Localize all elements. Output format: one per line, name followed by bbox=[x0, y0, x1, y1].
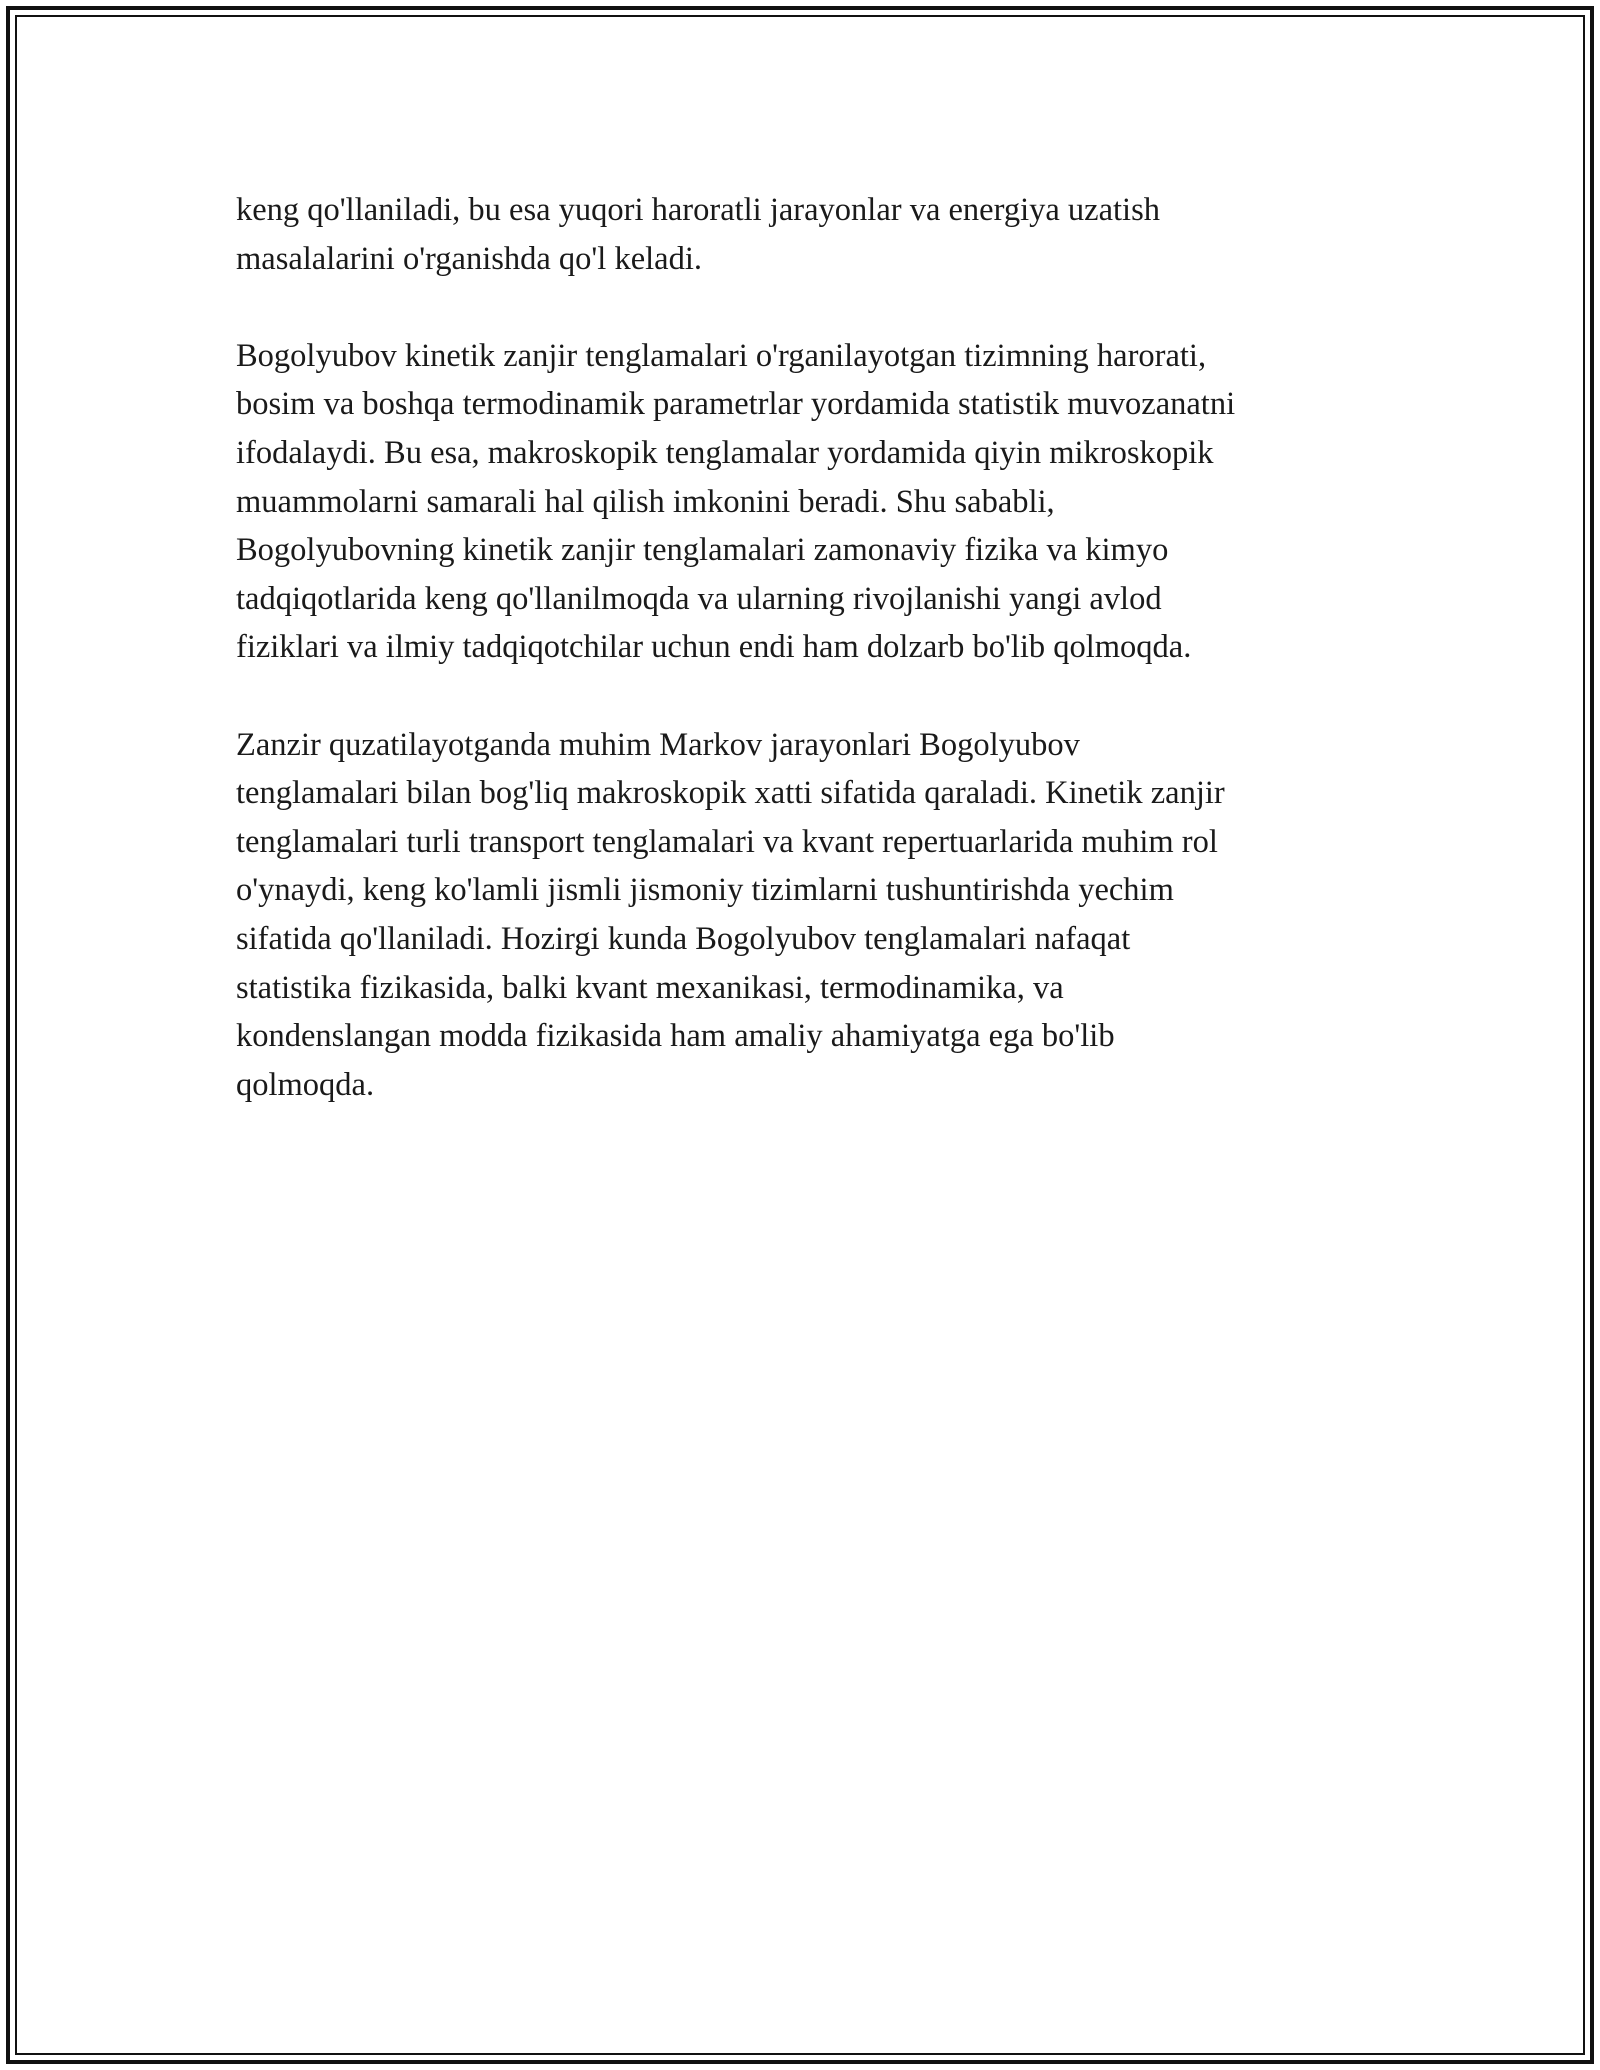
text-line: qolmoqda. bbox=[236, 1066, 375, 1103]
text-line: tenglamalari turli transport tenglamalari va kvant repertuarlarida muhim rol bbox=[236, 823, 1218, 860]
text-line: masalalarini o'rganishda qo'l keladi. bbox=[236, 240, 702, 277]
paragraph-1 bbox=[236, 186, 1416, 283]
text-line: tenglamalari bilan bog'liq makroskopik xatti sifatida qaraladi. Kinetik zanjir bbox=[236, 775, 1225, 812]
text-line: muammolarni samarali hal qilish imkonini beradi. Shu sababli, bbox=[236, 483, 1055, 520]
text-line: statistika fizikasida, balki kvant mexanikasi, termodinamika, va bbox=[236, 969, 1064, 1006]
paragraph-3 bbox=[236, 721, 1416, 1110]
text-line: keng qo'llaniladi, bu esa yuqori haroratli jarayonlar va energiya uzatish bbox=[236, 192, 1160, 228]
text-line: kondenslangan modda fizikasida ham amaliy ahamiyatga ega bo'lib bbox=[236, 1018, 1115, 1055]
paragraph-2 bbox=[236, 332, 1416, 672]
text-line: fiziklari va ilmiy tadqiqotchilar uchun endi ham dolzarb bo'lib qolmoqda. bbox=[236, 629, 1192, 666]
document-body bbox=[236, 186, 1416, 1158]
text-line: Zanzir quzatilayotganda muhim Markov jarayonlari Bogolyubov bbox=[236, 726, 1080, 763]
text-line: o'ynaydi, keng ko'lamli jismli jismoniy tizimlarni tushuntirishda yechim bbox=[236, 872, 1174, 909]
text-line: Bogolyubov kinetik zanjir tenglamalari o'rganilayotgan tizimning harorati, bbox=[236, 337, 1207, 374]
text-line: bosim va boshqa termodinamik parametrlar yordamida statistik muvozanatni bbox=[236, 386, 1236, 423]
text-line: Bogolyubovning kinetik zanjir tenglamalari zamonaviy fizika va kimyo bbox=[236, 532, 1169, 569]
text-line: tadqiqotlarida keng qo'llanilmoqda va ularning rivojlanishi yangi avlod bbox=[236, 580, 1162, 617]
text-line: sifatida qo'llaniladi. Hozirgi kunda Bogolyubov tenglamalari nafaqat bbox=[236, 920, 1131, 957]
text-line: ifodalaydi. Bu esa, makroskopik tenglamalar yordamida qiyin mikroskopik bbox=[236, 434, 1214, 471]
